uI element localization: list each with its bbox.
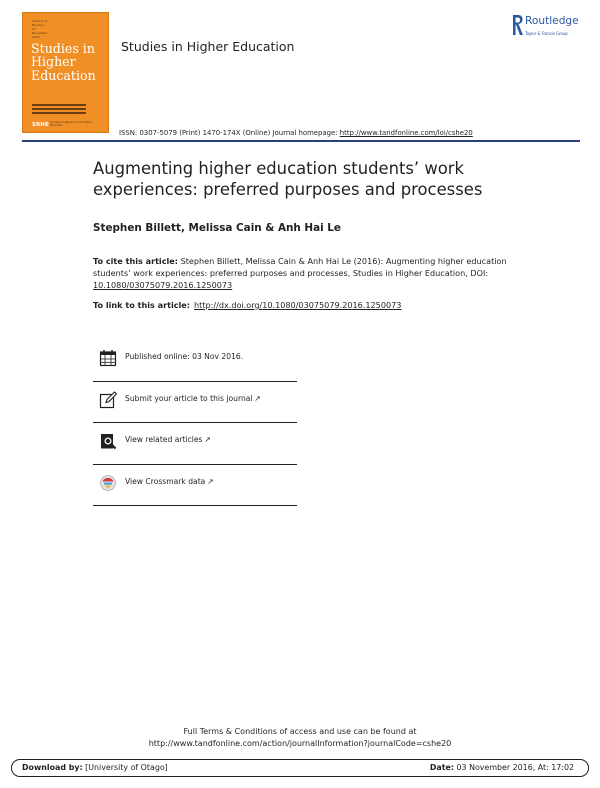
- cover-society-text: Society for Research into Higher Education: [50, 121, 92, 128]
- publisher-group: Taylor & Francis Group: [525, 31, 568, 36]
- crossmark-item[interactable]: [93, 465, 297, 507]
- article-link-label: To link to this article:: [93, 300, 191, 310]
- terms-notice: [0, 726, 600, 749]
- routledge-r-icon: [511, 13, 524, 37]
- article-link-line: [93, 300, 401, 310]
- download-date: [430, 763, 574, 772]
- cover-srhe-logo: SRHE: [32, 122, 50, 128]
- terms-url[interactable]: http://www.tandfonline.com/action/journalInformation?journalCode=cshe20: [148, 738, 452, 748]
- downloaded-by-label: Download by:: [22, 763, 83, 772]
- published-online-label: Published online: 03 Nov 2016.: [125, 352, 244, 361]
- issn-text: ISSN: 0307-5079 (Print) 1470-174X (Online) Journal homepage:: [119, 129, 340, 137]
- citation-label: To cite this article:: [93, 256, 179, 266]
- article-actions: [93, 340, 297, 506]
- download-date-label: Date:: [429, 763, 455, 772]
- cover-decorative-lines: [32, 104, 86, 116]
- article-doi-url[interactable]: http://dx.doi.org/10.1080/03075079.2016.1250073: [194, 300, 402, 310]
- journal-title: Studies in Higher Education: [121, 39, 295, 54]
- external-link-icon: ↗: [254, 393, 261, 403]
- header-divider: [22, 140, 580, 142]
- crossmark-label: View Crossmark data: [125, 476, 206, 486]
- submit-article-label: Submit your article to this journal: [125, 393, 253, 403]
- downloaded-by: [22, 763, 168, 772]
- article-title: Augmenting higher education students’ work experiences: preferred purposes and processes: [93, 159, 483, 199]
- related-articles-label: View related articles: [125, 435, 203, 444]
- submit-article-item[interactable]: [93, 382, 297, 424]
- journal-homepage-link[interactable]: http://www.tandfonline.com/loi/cshe20: [339, 129, 473, 137]
- external-link-icon: ↗: [204, 435, 211, 444]
- edit-icon: [99, 391, 117, 409]
- citation-text: Stephen Billett, Melissa Cain & Anh Hai Le (2016): Augmenting higher education students’ work experiences: preferred purposes and processes, Studies in Higher Education, DOI:: [93, 256, 507, 278]
- publisher-name: Routledge: [525, 15, 579, 27]
- publisher-logo: [508, 13, 588, 39]
- doi-link[interactable]: 10.1080/03075079.2016.1250073: [93, 279, 233, 290]
- external-link-icon: ↗: [207, 476, 214, 486]
- issn-line: [119, 129, 473, 137]
- download-info-bar: [11, 759, 589, 777]
- journal-cover-image: [22, 12, 109, 133]
- calendar-icon: [99, 349, 117, 367]
- crossmark-link[interactable]: [125, 477, 214, 486]
- submit-article-link[interactable]: [125, 394, 261, 403]
- published-online-item: [93, 340, 297, 382]
- cover-title: Studies in Higher Education: [31, 41, 96, 83]
- cover-volume-text: Volume 41 Number 11 November 2016: [32, 19, 48, 39]
- downloaded-by-value: [University of Otago]: [82, 763, 168, 772]
- article-authors: Stephen Billett, Melissa Cain & Anh Hai Le: [93, 222, 341, 234]
- related-articles-link[interactable]: [125, 435, 211, 444]
- download-date-value: 03 November 2016, At: 17:02: [454, 763, 574, 772]
- crossmark-icon: [99, 474, 117, 492]
- related-articles-item[interactable]: [93, 423, 297, 465]
- terms-line-1: Full Terms & Conditions of access and use can be found at: [183, 727, 417, 736]
- citation-block: [93, 256, 533, 291]
- related-articles-icon: [99, 432, 117, 450]
